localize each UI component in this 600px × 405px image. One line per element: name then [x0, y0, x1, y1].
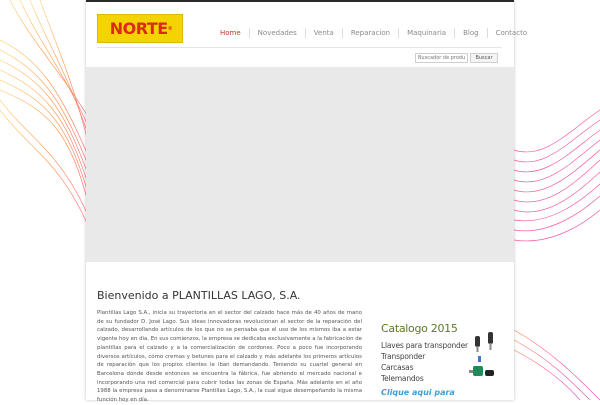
nav-item-venta[interactable]: Venta — [305, 28, 342, 38]
top-border — [86, 0, 514, 2]
page-container — [86, 0, 528, 404]
header-divider — [97, 47, 502, 48]
nav-item-home[interactable]: Home — [220, 29, 241, 37]
welcome-title: Bienvenido a PLANTILLAS LAGO, S.A. — [97, 289, 301, 302]
catalog-line: Transponder — [381, 352, 426, 361]
search-input[interactable] — [415, 53, 468, 63]
welcome-body: Plantillas Lago S.A., inicia su trayectoria en el sector del calzado hace más de 40 años de mano de su fundador D. José Lago. Sus ideas innovadoras revolucionan el sector de la reparación del calzado, desarrollando artículos de los que no se pensaba que el uso de los mismos iba a estar vigente hoy en dia. En sus comienzos, la empresa se dedicaba exclusivamente a la fabricación de plantillas para el calzado y a la comercialización de cordones. Poco a poco fue incorporando diversos artículos, cómo cremas y betunes para el calzado y más adelante los primeros artículos de reparación que los propios clientes le iban demandando. Teniendo su cuartel general en Barcelona dónde desde entonces se encuentra la fábrica, fue abriendo el mercado nacional e incorporando una red comercial para cubrir todas las zonas de España. Más adelante en el año 1988 la empresa pasa a denominarse Plantillas Lago, S.A., la cual sigue desempeñando la misma función hoy en día. — [97, 310, 362, 404]
main-nav — [212, 27, 535, 39]
nav-item-contacto[interactable]: Contacto — [487, 28, 536, 38]
search-button[interactable]: Buscar — [470, 53, 498, 63]
catalog-line: Telemandos — [381, 374, 424, 383]
key-products-icon — [469, 330, 501, 386]
nav-item-novedades[interactable]: Novedades — [249, 28, 305, 38]
catalog-line: Llaves para transponder — [381, 341, 468, 350]
logo-text: NORTE® — [109, 19, 173, 38]
hero-slider — [86, 67, 514, 262]
catalog-title: Catalogo 2015 — [381, 322, 458, 335]
catalog-link[interactable]: Clique aqui para — [381, 388, 455, 397]
norte-logo[interactable] — [97, 14, 183, 43]
nav-item-reparacion[interactable]: Reparacion — [342, 28, 398, 38]
catalog-line: Carcasas — [381, 363, 414, 372]
nav-item-blog[interactable]: Blog — [454, 28, 486, 38]
nav-item-maquinaria[interactable]: Maquinaria — [398, 28, 454, 38]
